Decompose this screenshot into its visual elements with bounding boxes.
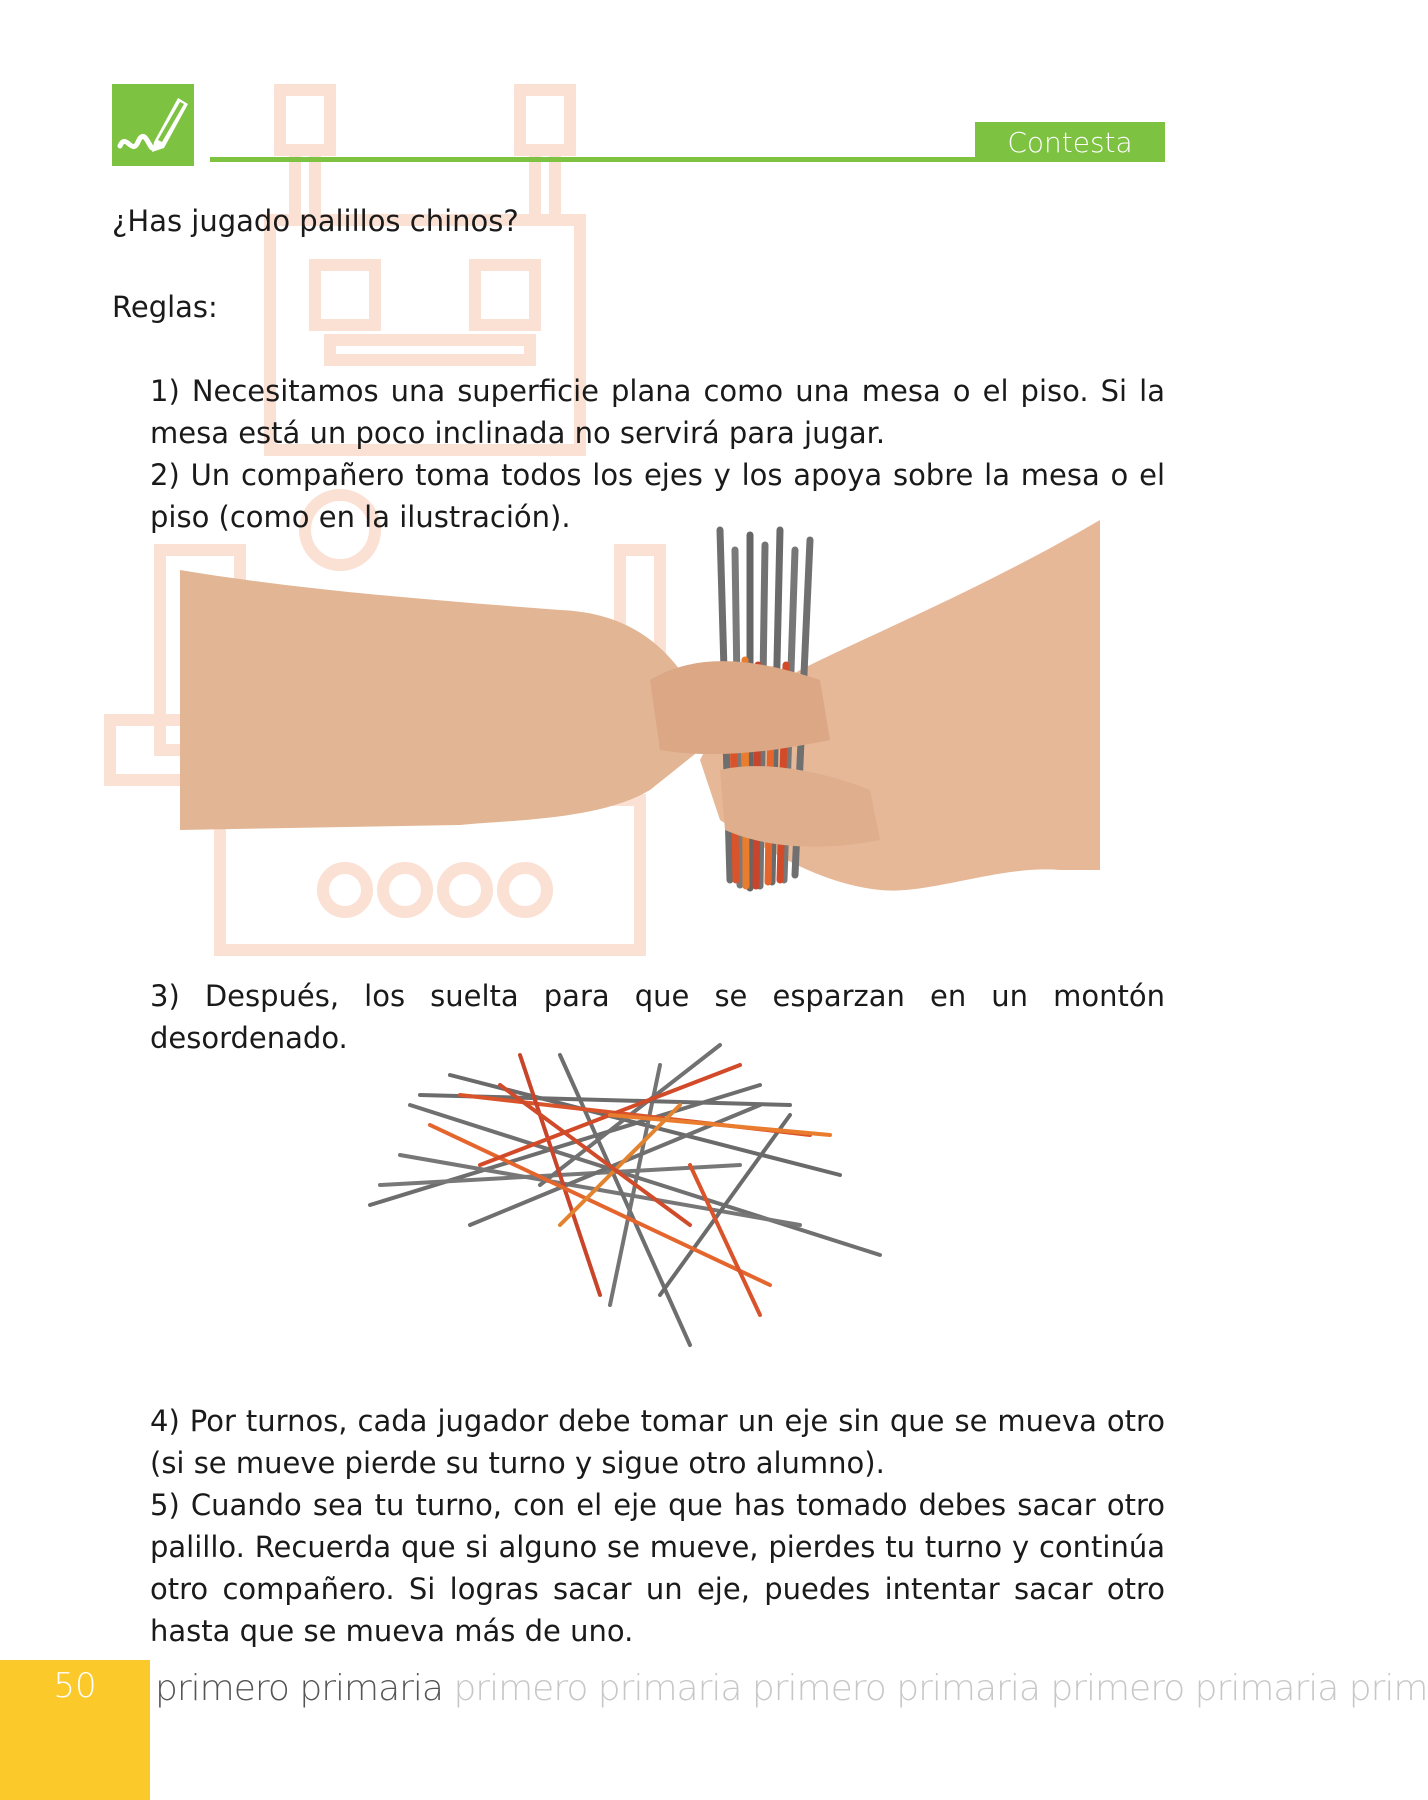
footer-band-repeat: primero primaria primero primaria primero primaria prim: [453, 1668, 1428, 1709]
section-label: Contesta: [975, 122, 1165, 162]
footer-band-first: primero primaria: [155, 1668, 443, 1709]
pencil-icon-box: [112, 84, 194, 166]
rule-2: 2) Un compañero toma todos los ejes y los apoya sobre la mesa o el piso (como en la ilustración).: [150, 458, 1165, 534]
rule-1: 1) Necesitamos una superficie plana como una mesa o el piso. Si la mesa está un poco inclinada no servirá para jugar.: [150, 374, 1165, 450]
hands-holding-sticks-photo: [180, 520, 1100, 940]
footer-band: [155, 1668, 1428, 1718]
rule-5: 5) Cuando sea tu turno, con el eje que has tomado debes sacar otro palillo. Recuerda que si alguno se mueve, pierdes tu turno y continúa otro compañero. Si logras sacar un eje, puedes intentar sacar otro hasta que se mueva más de uno.: [150, 1488, 1165, 1648]
page-number: 50: [53, 1666, 97, 1706]
question-text: ¿Has jugado palillos chinos?: [112, 204, 519, 238]
rule-4: 4) Por turnos, cada jugador debe tomar un eje sin que se mueva otro (si se mueve pierde su turno y sigue otro alumno).: [150, 1404, 1165, 1480]
scattered-sticks-photo: [360, 1045, 920, 1360]
rules-title: Reglas:: [112, 290, 218, 324]
pencil-icon: [112, 84, 194, 166]
rule-3: 3) Después, los suelta para que se esparzan en un montón desordenado.: [150, 979, 1165, 1055]
